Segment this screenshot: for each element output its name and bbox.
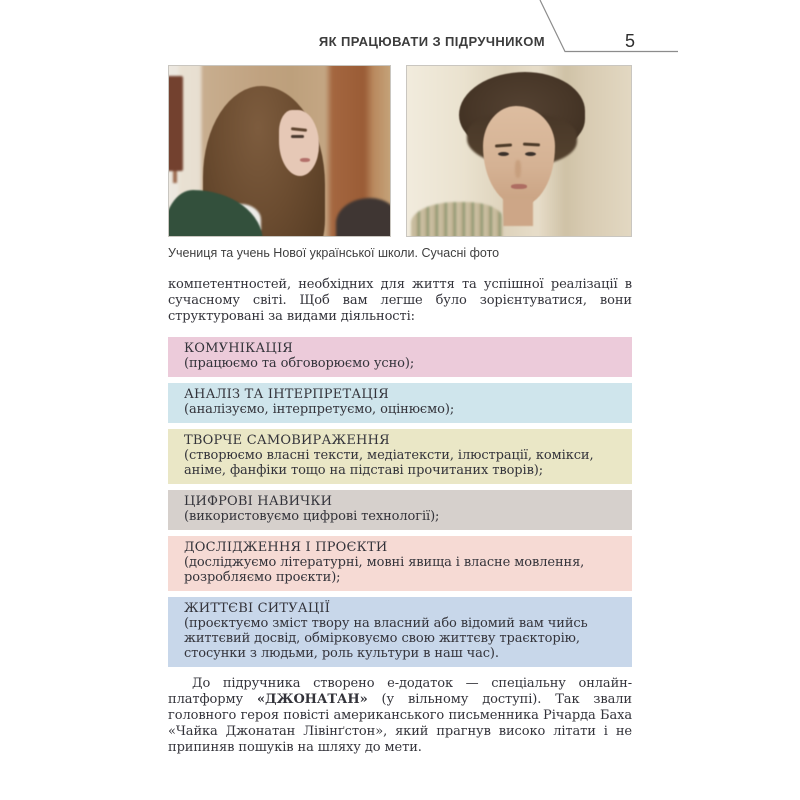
header-rule [0, 0, 800, 60]
content-column [168, 65, 632, 756]
boy-nose [515, 160, 521, 178]
activity-box-creative-self-expression [168, 429, 632, 484]
activity-box-life-situations [168, 597, 632, 667]
girl-eye [291, 135, 304, 138]
activity-box-communication [168, 337, 632, 377]
activity-box-digital-skills [168, 490, 632, 530]
activity-box-title: ТВОРЧЕ САМОВИРАЖЕННЯ [184, 433, 390, 448]
girl-lips [300, 158, 310, 162]
intro-paragraph: компетентностей, необхідних для життя та успішної реалізації в сучасному світі. Щоб вам легше було зорієнтуватися, вони структуровані за видами діяльності: [168, 277, 632, 324]
activity-box-title: АНАЛІЗ ТА ІНТЕРПРЕТАЦІЯ [184, 387, 389, 402]
activity-boxes [168, 337, 632, 667]
boy-lips [511, 184, 527, 189]
activity-box-analysis-interpretation [168, 383, 632, 423]
activity-box-description: (використовуємо цифрові технології); [184, 509, 440, 524]
activity-box-title: КОМУНІКАЦІЯ [184, 341, 293, 356]
activity-box-description: (проєктуємо зміст твору на власний або відомий вам чийсь життєвий досвід, обмірковуємо свою життєву траєкторію, стосунки з людьми, роль культури в наш час). [184, 616, 588, 661]
photo-row [168, 65, 632, 237]
page-header-title: ЯК ПРАЦЮВАТИ З ПІДРУЧНИКОМ [318, 34, 545, 49]
jonathan-platform-name: «ДЖОНАТАН» [257, 692, 368, 707]
boy-eye-right [525, 152, 536, 156]
activity-box-description: (досліджуємо літературні, мовні явища і власне мовлення, розробляємо проєкти); [184, 555, 585, 585]
activity-box-title: ДОСЛІДЖЕННЯ І ПРОЄКТИ [184, 540, 388, 555]
photo-caption: Учениця та учень Нової української школи. Сучасні фото [168, 246, 500, 260]
closing-text-after: (у вільному доступі). Так звали головного героя повісті американського письменника Річарда Баха «Чайка Джонатан Лівінґстон», який прагнув високо літати і не припиняв пошуків на шляху до мети. [168, 692, 632, 755]
activity-box-title: ЦИФРОВІ НАВИЧКИ [184, 494, 333, 509]
activity-box-description: (аналізуємо, інтерпретуємо, оцінюємо); [184, 402, 455, 417]
photo-student-boy [406, 65, 632, 237]
boy-neck [503, 198, 533, 226]
boy-eye-left [498, 152, 509, 156]
activity-box-research-projects [168, 536, 632, 591]
activity-box-description: (створюємо власні тексти, медіатексти, ілюстрації, комікси, аніме, фанфіки тощо на підставі прочитаних творів); [184, 448, 594, 478]
photo-student-girl [168, 65, 391, 237]
girl-face [279, 110, 319, 176]
closing-text-before: До підручника створено е-додаток — спеціальну онлайн-платформу [168, 676, 632, 707]
boy-embroidered-shirt-right [541, 206, 627, 237]
boy-embroidered-shirt-left [411, 202, 503, 237]
page-number: 5 [624, 31, 635, 51]
closing-paragraph [168, 676, 632, 756]
girl-photo-wall-poster [168, 76, 183, 171]
activity-box-title: ЖИТТЄВІ СИТУАЦІЇ [184, 601, 331, 616]
activity-box-description: (працюємо та обговорюємо усно); [184, 356, 415, 371]
